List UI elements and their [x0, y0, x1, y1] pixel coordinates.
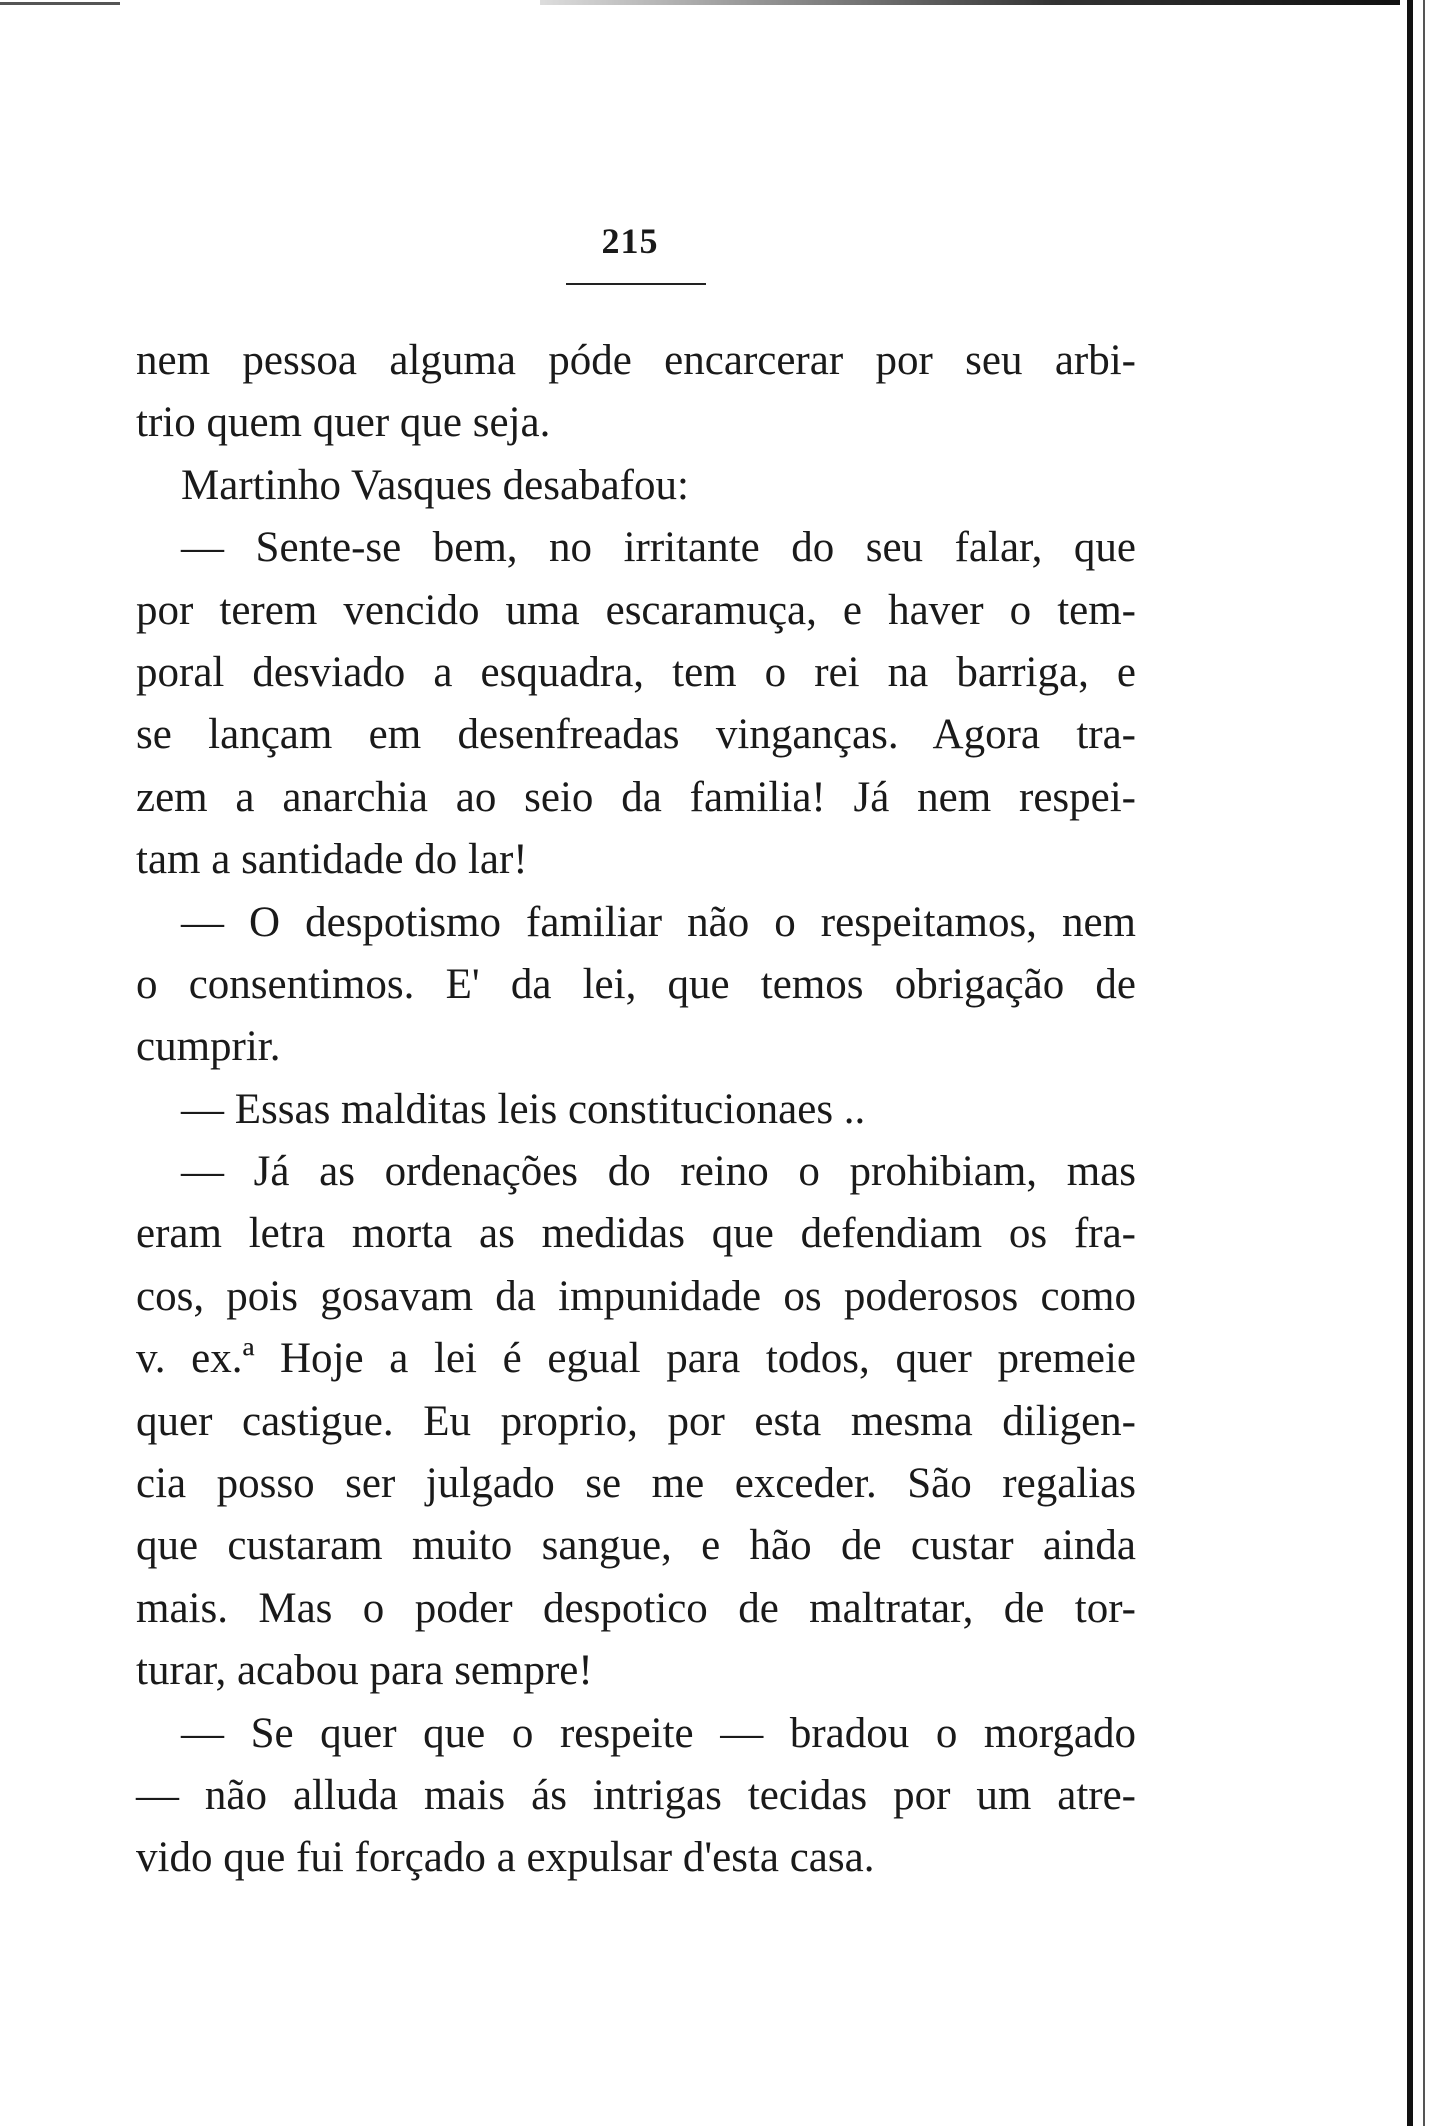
text-line: turar, acabou para sempre!	[136, 1647, 593, 1695]
text-line: mais. Mas o poder despotico de maltratar, de tor-	[136, 1584, 1136, 1632]
text-line: — não alluda mais ás intrigas tecidas por um atre-	[136, 1771, 1136, 1819]
text-line: — Já as ordenações do reino o prohibiam, mas	[181, 1148, 1136, 1196]
text-line: o consentimos. E' da lei, que temos obrigação de	[136, 960, 1136, 1008]
text-line: vido que fui forçado a expulsar d'esta casa.	[136, 1834, 875, 1882]
text-line: cia posso ser julgado se me exceder. São regalias	[136, 1460, 1136, 1508]
text-line: por terem vencido uma escaramuça, e haver o tem-	[136, 586, 1136, 634]
text-line: v. ex.ª Hoje a lei é egual para todos, quer premeie	[136, 1335, 1136, 1383]
scan-edge-top-left	[0, 2, 120, 5]
text-line: tam a santidade do lar!	[136, 836, 528, 884]
text-line: nem pessoa alguma póde encarcerar por seu arbi-	[136, 337, 1136, 384]
text-line: se lançam em desenfreadas vinganças. Agora tra-	[136, 711, 1136, 759]
text-line: Martinho Vasques desabafou:	[181, 461, 689, 509]
page-number: 215	[601, 221, 659, 261]
text-line: eram letra morta as medidas que defendiam os fra-	[136, 1210, 1136, 1258]
text-line: trio quem quer que seja.	[136, 399, 551, 447]
text-line: quer castigue. Eu proprio, por esta mesma diligen-	[136, 1397, 1136, 1445]
scan-edge-right	[1407, 0, 1413, 2126]
text-line: — Essas malditas leis constitucionaes ..	[181, 1085, 866, 1133]
text-line: — Sente-se bem, no irritante do seu falar, que	[181, 524, 1136, 572]
text-line: — Se quer que o respeite — bradou o morgado	[181, 1709, 1136, 1757]
scan-edge-top	[540, 0, 1400, 5]
text-line: — O despotismo familiar não o respeitamos, nem	[181, 898, 1136, 946]
text-line: poral desviado a esquadra, tem o rei na barriga, e	[136, 648, 1136, 696]
scan-edge-right-thin	[1423, 0, 1425, 2126]
body-text	[136, 330, 1136, 1890]
text-line: zem a anarchia ao seio da familia! Já nem respei-	[136, 773, 1136, 821]
text-line: cumprir.	[136, 1023, 281, 1071]
text-line: que custaram muito sangue, e hão de custar ainda	[136, 1522, 1136, 1570]
page-number-rule	[566, 283, 706, 285]
text-line: cos, pois gosavam da impunidade os poderosos como	[136, 1272, 1136, 1320]
